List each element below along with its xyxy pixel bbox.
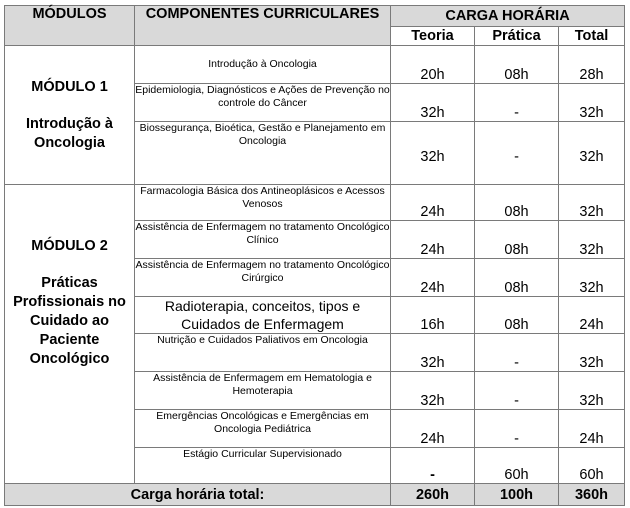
table-row [5,46,625,84]
total-hours: 32h [559,259,625,297]
component-name: Introdução à Oncologia [135,46,391,84]
module-title: MÓDULO 2 [31,238,108,254]
total-hours: 60h [559,448,625,484]
pratica-hours: - [475,122,559,185]
total-hours: 32h [559,122,625,185]
pratica-hours: 08h [475,185,559,221]
teoria-hours: - [391,448,475,484]
teoria-hours: 24h [391,221,475,259]
total-hours: 24h [559,297,625,334]
header-total: Total [559,27,625,46]
pratica-hours: - [475,410,559,448]
pratica-hours: - [475,334,559,372]
module-1-cell [5,46,135,185]
header-modulos: MÓDULOS [5,6,135,46]
total-hours: 24h [559,410,625,448]
component-name: Radioterapia, conceitos, tipos e Cuidados de Enfermagem [135,297,391,334]
curriculum-table [4,5,625,506]
module-subtitle: Introdução à Oncologia [25,115,113,151]
pratica-hours: 08h [475,46,559,84]
component-name: Nutrição e Cuidados Paliativos em Oncologia [135,334,391,372]
header-carga-horaria: CARGA HORÁRIA [391,6,625,27]
total-row [5,484,625,506]
component-name: Assistência de Enfermagem em Hematologia e Hemoterapia [135,372,391,410]
teoria-hours: 24h [391,185,475,221]
component-name: Biossegurança, Bioética, Gestão e Planejamento em Oncologia [135,122,391,185]
total-hours: 32h [559,84,625,122]
teoria-hours: 24h [391,259,475,297]
header-pratica: Prática [475,27,559,46]
teoria-hours: 20h [391,46,475,84]
module-2-cell [5,185,135,484]
total-teoria: 260h [391,484,475,506]
pratica-hours: 08h [475,259,559,297]
header-componentes: COMPONENTES CURRICULARES [135,6,391,46]
total-hours: 32h [559,185,625,221]
pratica-hours: 60h [475,448,559,484]
pratica-hours: 08h [475,297,559,334]
pratica-hours: 08h [475,221,559,259]
total-hours: 28h [559,46,625,84]
total-total: 360h [559,484,625,506]
teoria-hours: 24h [391,410,475,448]
component-name: Estágio Curricular Supervisionado [135,448,391,484]
teoria-hours: 16h [391,297,475,334]
component-name: Assistência de Enfermagem no tratamento Oncológico Clínico [135,221,391,259]
component-name: Farmacologia Básica dos Antineoplásicos e Acessos Venosos [135,185,391,221]
teoria-hours: 32h [391,372,475,410]
pratica-hours: - [475,84,559,122]
total-hours: 32h [559,221,625,259]
total-hours: 32h [559,334,625,372]
component-name: Emergências Oncológicas e Emergências em Oncologia Pediátrica [135,410,391,448]
teoria-hours: 32h [391,334,475,372]
module-subtitle: Práticas Profissionais no Cuidado ao Paciente Oncológico [13,275,126,367]
component-name: Assistência de Enfermagem no tratamento Oncológico Cirúrgico [135,259,391,297]
total-label: Carga horária total: [5,484,391,506]
header-row [5,6,625,27]
header-teoria: Teoria [391,27,475,46]
table-row [5,185,625,221]
total-pratica: 100h [475,484,559,506]
module-title: MÓDULO 1 [31,78,108,95]
pratica-hours: - [475,372,559,410]
component-name: Epidemiologia, Diagnósticos e Ações de Prevenção no controle do Câncer [135,84,391,122]
teoria-hours: 32h [391,84,475,122]
teoria-hours: 32h [391,122,475,185]
total-hours: 32h [559,372,625,410]
